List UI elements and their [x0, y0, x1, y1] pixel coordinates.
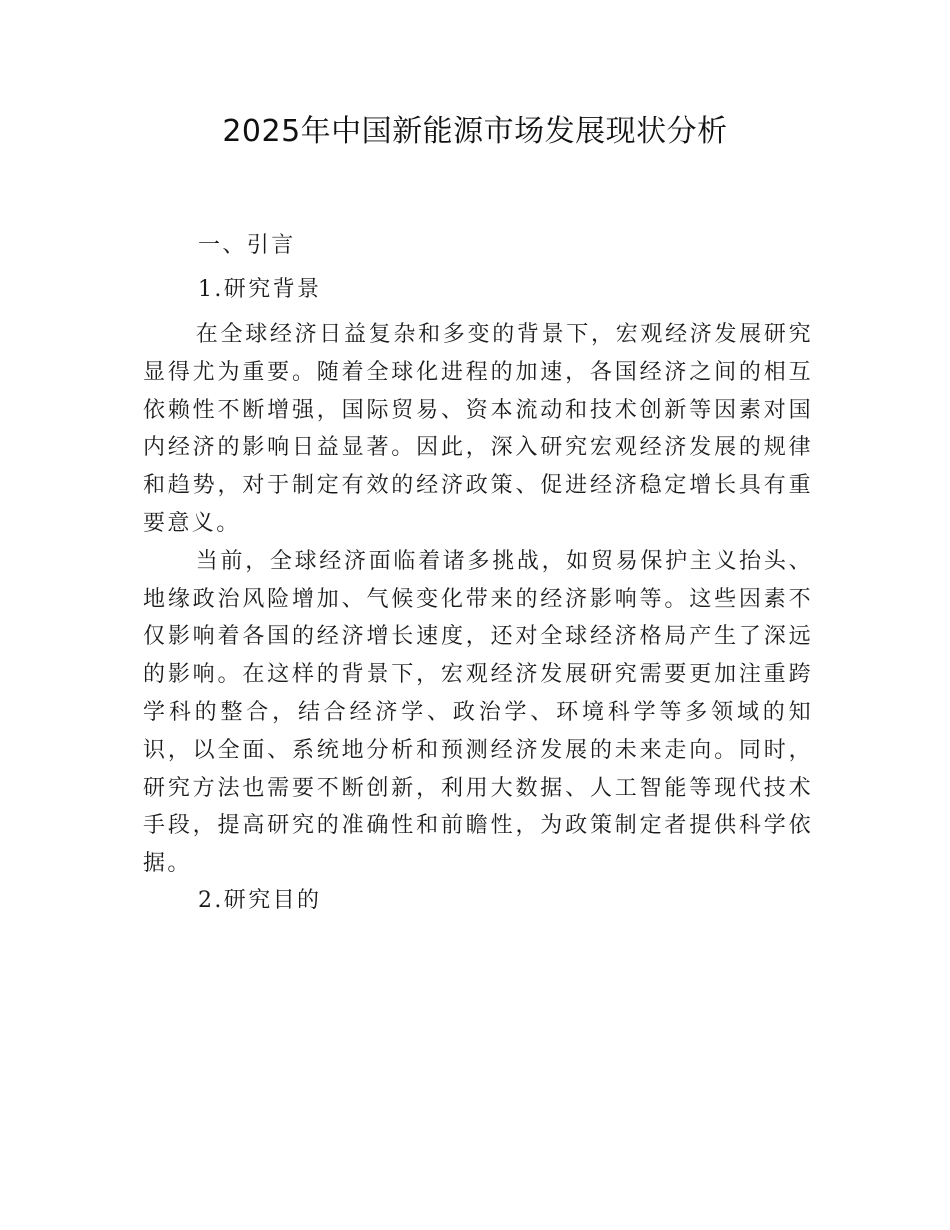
paragraph-research-background-2: 当前，全球经济面临着诸多挑战，如贸易保护主义抬头、地缘政治风险增加、气候变化带来的经济影响等。这些因素不仅影响着各国的经济增长速度，还对全球经济格局产生了深远的影响。在这样的背景下，宏观经济发展研究需要更加注重跨学科的整合，结合经济学、政治学、环境科学等多领域的知识，以全面、系统地分析和预测经济发展的未来走向。同时，研究方法也需要不断创新，利用大数据、人工智能等现代技术手段，提高研究的准确性和前瞻性，为政策制定者提供科学依据。: [143, 548, 813, 877]
subsection-heading-research-background: 1.研究背景: [198, 277, 322, 302]
document-title: 2025年中国新能源市场发展现状分析: [222, 114, 728, 149]
paragraph-research-background-1: 在全球经济日益复杂和多变的背景下，宏观经济发展研究显得尤为重要。随着全球化进程的加速，各国经济之间的相互依赖性不断增强，国际贸易、资本流动和技术创新等因素对国内经济的影响日益显著。因此，深入研究宏观经济发展的规律和趋势，对于制定有效的经济政策、促进经济稳定增长具有重要意义。: [143, 322, 813, 536]
subsection-heading-research-purpose: 2.研究目的: [198, 887, 322, 913]
section-heading-introduction: 一、引言: [198, 233, 296, 258]
document-body: [143, 228, 813, 927]
